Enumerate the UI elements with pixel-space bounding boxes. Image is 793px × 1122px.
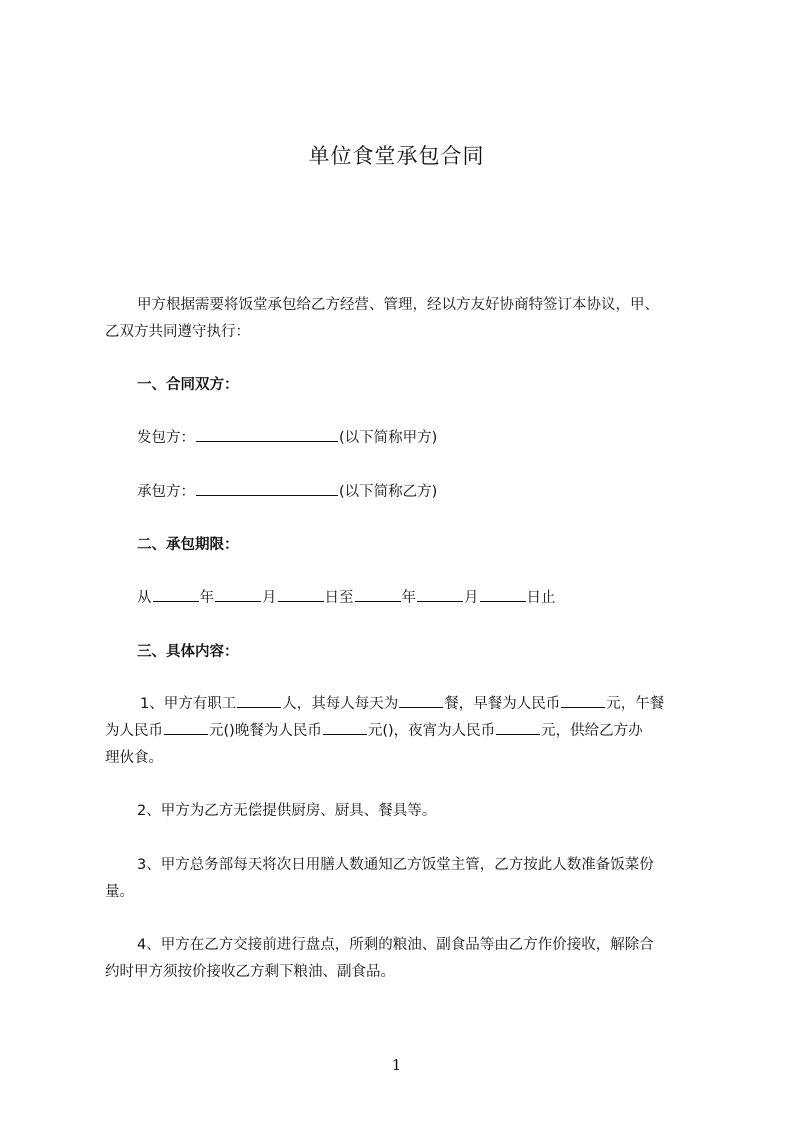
term-month-1: 月 — [262, 590, 277, 606]
term-day-end: 日止 — [526, 590, 556, 606]
meals-per-day-blank[interactable] — [399, 692, 443, 708]
supper-price-blank[interactable] — [496, 719, 540, 735]
party-a-note: (以下简称甲方) — [339, 430, 438, 446]
item1-text-g: 元()，夜宵为人民币 — [367, 723, 496, 739]
dinner-price-blank[interactable] — [323, 719, 367, 735]
start-month-blank[interactable] — [215, 586, 261, 602]
intro-line-2: 乙双方共同遵守执行： — [105, 324, 250, 340]
term-day-to: 日至 — [324, 590, 354, 606]
item4-line-2: 约时甲方须按价接收乙方剩下粮油、副食品。 — [105, 964, 395, 980]
item1-text-f: 元()晚餐为人民币 — [209, 723, 322, 739]
end-year-blank[interactable] — [355, 586, 401, 602]
term-month-2: 月 — [464, 590, 479, 606]
lunch-price-blank[interactable] — [164, 719, 208, 735]
end-day-blank[interactable] — [480, 586, 526, 602]
party-b-blank[interactable] — [196, 480, 338, 496]
item4-line-1: 4、甲方在乙方交接前进行盘点，所剩的粮油、副食品等由乙方作价接收，解除合 — [137, 937, 654, 953]
party-b-label: 承包方： — [137, 484, 195, 500]
party-a-row — [137, 426, 437, 447]
item1-text-h: 元，供给乙方办 — [541, 723, 643, 739]
term-row — [137, 586, 556, 607]
page-number: 1 — [391, 1056, 402, 1074]
item2-line: 2、甲方为乙方无偿提供厨房、厨具、餐具等。 — [137, 803, 437, 819]
section-heading-parties: 一、合同双方： — [137, 377, 239, 393]
item1-text-c: 餐，早餐为人民币 — [444, 696, 561, 712]
item3-line-2: 量。 — [105, 884, 134, 900]
term-year-2: 年 — [401, 590, 416, 606]
term-year-1: 年 — [199, 590, 214, 606]
item1-line-1 — [140, 692, 664, 713]
item1-text-b: 人，其每人每天为 — [282, 696, 399, 712]
party-b-row — [137, 480, 437, 501]
item1-line-2 — [105, 719, 643, 740]
party-b-note: (以下简称乙方) — [339, 484, 438, 500]
party-a-blank[interactable] — [196, 426, 338, 442]
item1-text-e: 为人民币 — [105, 723, 163, 739]
section-heading-term: 二、承包期限： — [137, 537, 239, 553]
staff-count-blank[interactable] — [237, 692, 281, 708]
end-month-blank[interactable] — [417, 586, 463, 602]
breakfast-price-blank[interactable] — [561, 692, 605, 708]
term-from: 从 — [137, 590, 152, 606]
party-a-label: 发包方： — [137, 430, 195, 446]
item1-text-a: 1、甲方有职工 — [140, 696, 237, 712]
start-year-blank[interactable] — [153, 586, 199, 602]
page-title: 单位食堂承包合同 — [308, 144, 485, 168]
section-heading-content: 三、具体内容： — [137, 644, 239, 660]
item1-line-3: 理伙食。 — [105, 750, 163, 766]
item3-line-1: 3、甲方总务部每天将次日用膳人数通知乙方饭堂主管，乙方按此人数准备饭菜份 — [137, 857, 654, 873]
start-day-blank[interactable] — [278, 586, 324, 602]
intro-line-1: 甲方根据需要将饭堂承包给乙方经营、管理，经以方友好协商特签订本协议，甲、 — [137, 297, 659, 313]
item1-text-d: 元，午餐 — [606, 696, 665, 712]
